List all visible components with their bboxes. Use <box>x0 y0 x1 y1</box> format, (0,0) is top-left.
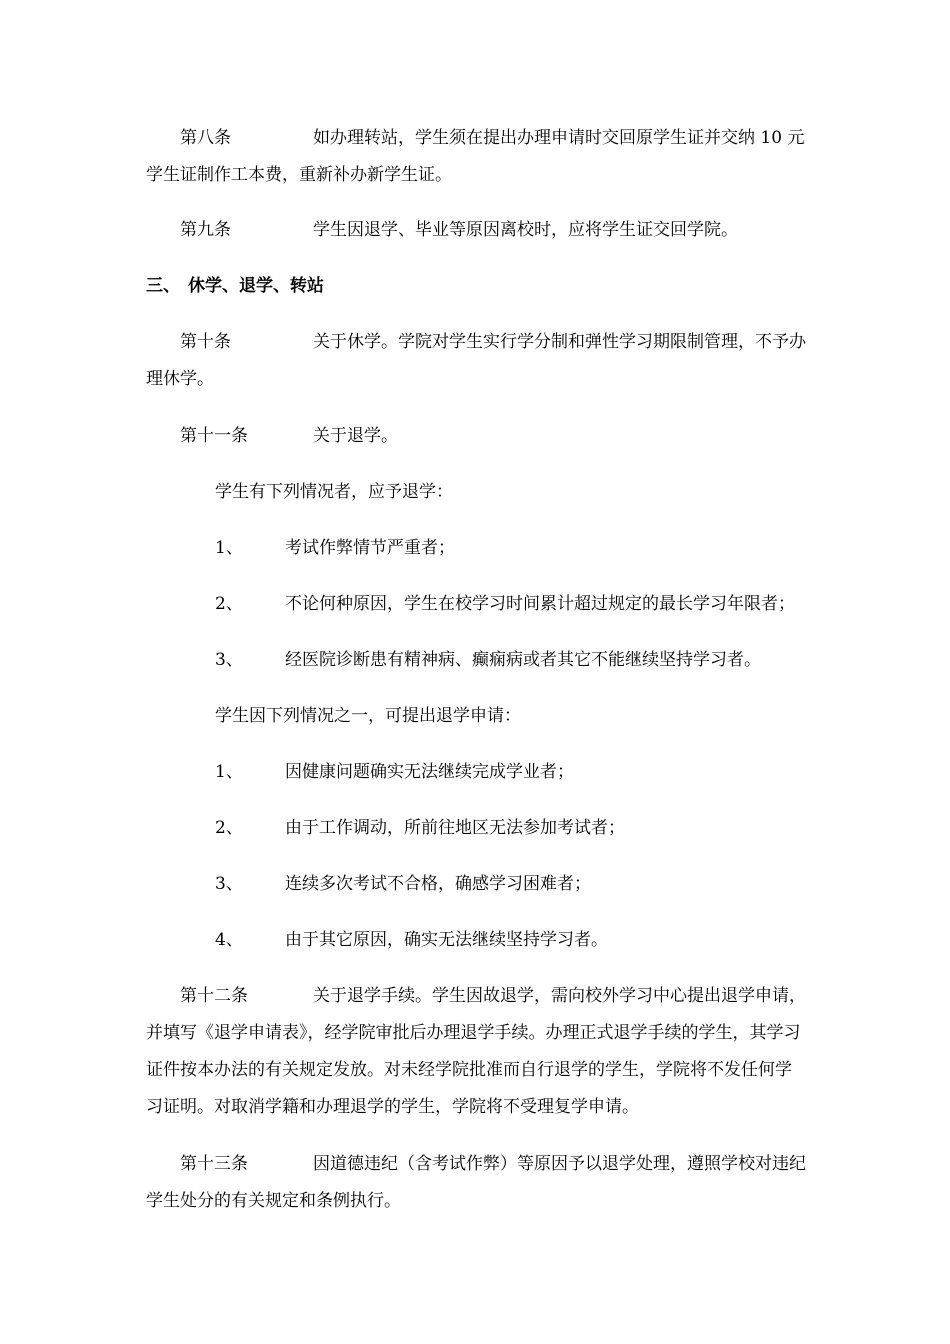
article-12-text-line-3: 证件按本办法的有关规定发放。对未经学院批准而自行退学的学生，学院将不发任何学 <box>146 1060 792 1080</box>
article-12-number: 第十二条 <box>180 986 248 1006</box>
section-3-title: 休学、退学、转站 <box>188 276 324 296</box>
list-2-item-1-text: 因健康问题确实无法继续完成学业者； <box>285 762 574 782</box>
article-13-text-line-2: 学生处分的有关规定和条例执行。 <box>146 1191 401 1211</box>
list-2-item-4-number: 4、 <box>215 930 243 950</box>
article-12-text-line-4: 习证明。对取消学籍和办理退学的学生，学院将不受理复学申请。 <box>146 1097 639 1117</box>
article-8-text-line-1: 如办理转站，学生须在提出办理申请时交回原学生证并交纳 10 元 <box>313 128 805 148</box>
article-10-text-line-2: 理休学。 <box>146 369 214 389</box>
article-13-text-line-1: 因道德违纪（含考试作弊）等原因予以退学处理，遵照学校对违纪 <box>313 1154 806 1174</box>
list-2-item-3-text: 连续多次考试不合格，确感学习困难者； <box>285 874 591 894</box>
section-3-number: 三、 <box>146 276 180 296</box>
list-1-item-3-text: 经医院诊断患有精神病、癫痫病或者其它不能继续坚持学习者。 <box>285 650 761 670</box>
list-2-item-1-number: 1、 <box>215 762 243 782</box>
article-10-text-line-1: 关于休学。学院对学生实行学分制和弹性学习期限制管理，不予办 <box>313 332 806 352</box>
article-12-text-line-2: 并填写《退学申请表》，经学院审批后办理退学手续。办理正式退学手续的学生，其学习 <box>146 1023 801 1043</box>
article-13-number: 第十三条 <box>180 1154 248 1174</box>
article-10-number: 第十条 <box>180 332 231 352</box>
list-2-item-2-number: 2、 <box>215 818 243 838</box>
article-9-number: 第九条 <box>180 220 231 240</box>
list-1-item-2-text: 不论何种原因，学生在校学习时间累计超过规定的最长学习年限者； <box>285 594 795 614</box>
article-11-intro-2: 学生因下列情况之一，可提出退学申请： <box>215 706 521 726</box>
list-2-item-4-text: 由于其它原因，确实无法继续坚持学习者。 <box>285 930 608 950</box>
list-1-item-1-text: 考试作弊情节严重者； <box>285 538 455 558</box>
article-9-text-line-1: 学生因退学、毕业等原因离校时，应将学生证交回学院。 <box>313 220 738 240</box>
article-12-text-line-1: 关于退学手续。学生因故退学，需向校外学习中心提出退学申请， <box>313 986 806 1006</box>
article-11-text-line-1: 关于退学。 <box>313 426 398 446</box>
list-1-item-1-number: 1、 <box>215 538 243 558</box>
article-8-number: 第八条 <box>180 128 231 148</box>
list-2-item-3-number: 3、 <box>215 874 243 894</box>
list-1-item-3-number: 3、 <box>215 650 243 670</box>
section-3-heading <box>146 275 324 297</box>
article-11-intro-1: 学生有下列情况者，应予退学： <box>215 482 453 502</box>
list-1-item-2-number: 2、 <box>215 594 243 614</box>
list-2-item-2-text: 由于工作调动，所前往地区无法参加考试者； <box>285 818 625 838</box>
article-8-text-line-2: 学生证制作工本费，重新补办新学生证。 <box>146 165 452 185</box>
article-11-number: 第十一条 <box>180 426 248 446</box>
